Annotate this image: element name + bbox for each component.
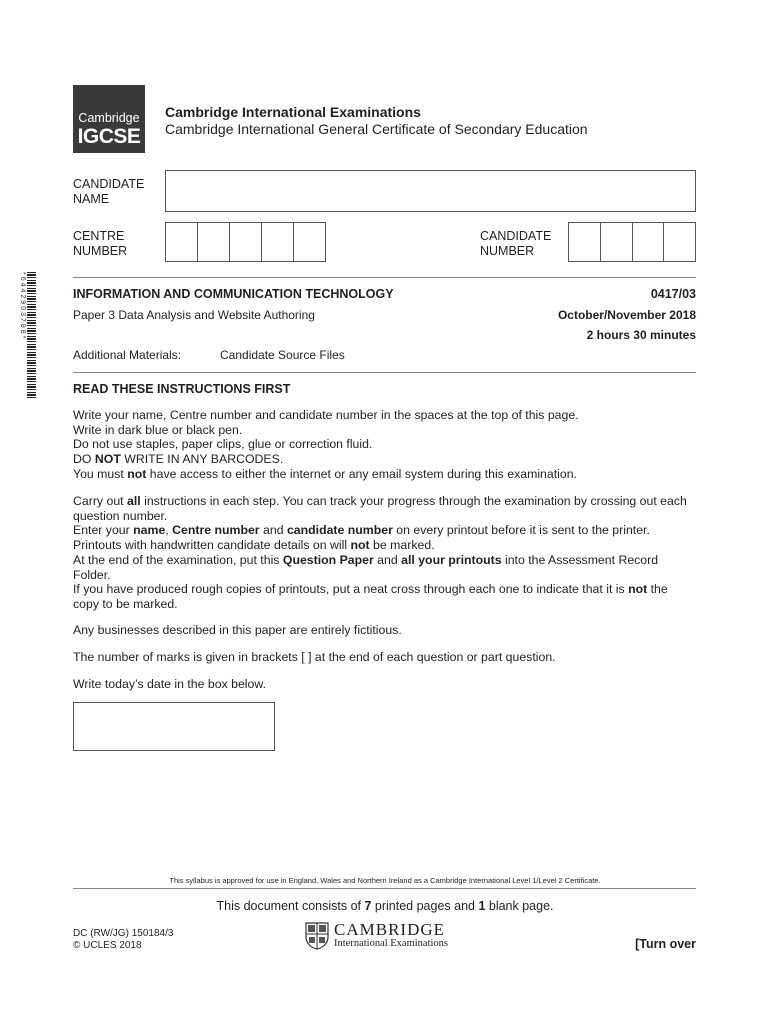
centre-digit-cell[interactable] xyxy=(230,223,262,261)
logo-cambridge-text: Cambridge xyxy=(78,111,140,125)
divider xyxy=(73,372,696,373)
additional-materials-label: Additional Materials: xyxy=(73,348,182,362)
instruction-line: Enter your name, Centre number and candidate number on every printout before it is sent to the printer. xyxy=(73,523,650,538)
instruction-date: Write today’s date in the box below. xyxy=(73,677,266,691)
date-box[interactable] xyxy=(73,702,275,751)
instruction-fictitious: Any businesses described in this paper are entirely fictitious. xyxy=(73,623,402,637)
instruction-line: If you have produced rough copies of printouts, put a neat cross through each one to indicate that it is not the copy to be marked. xyxy=(73,582,668,611)
instruction-line: Write your name, Centre number and candidate number in the spaces at the top of this page. xyxy=(73,408,579,422)
subject-title: INFORMATION AND COMMUNICATION TECHNOLOGY xyxy=(73,287,394,301)
candidate-digit-cell[interactable] xyxy=(601,223,633,261)
syllabus-code: 0417/03 xyxy=(650,287,696,301)
instruction-line: Printouts with handwritten candidate details on will not be marked. xyxy=(73,538,435,553)
instructions-heading: READ THESE INSTRUCTIONS FIRST xyxy=(73,382,291,396)
igcse-logo xyxy=(73,85,145,153)
centre-number-label: CENTRE NUMBER xyxy=(73,229,128,258)
copyright: © UCLES 2018 xyxy=(73,940,142,951)
syllabus-approval-note: This syllabus is approved for use in England, Wales and Northern Ireland as a Cambridge International Level 1/Level 2 Certificate. xyxy=(169,876,601,885)
instruction-line: At the end of the examination, put this Question Paper and all your printouts into the Assessment Record Folder. xyxy=(73,552,659,582)
candidate-name-label: CANDIDATE NAME xyxy=(73,177,145,206)
centre-number-boxes[interactable] xyxy=(165,222,326,262)
centre-digit-cell[interactable] xyxy=(262,223,294,261)
exam-session: October/November 2018 xyxy=(557,308,696,322)
logo-igcse-text: IGCSE xyxy=(77,125,141,148)
instruction-line: Write in dark blue or black pen. xyxy=(73,422,243,437)
page-count-note: This document consists of 7 printed pages and 1 blank page. xyxy=(216,899,554,913)
barcode-number: *6442903788* xyxy=(19,272,26,341)
instruction-line: Carry out all instructions in each step. You can track your progress through the examination by crossing out each question number. xyxy=(73,494,687,523)
divider xyxy=(73,277,696,278)
instruction-line: You must not have access to either the internet or any email system during this examination. xyxy=(73,466,577,481)
additional-materials-value: Candidate Source Files xyxy=(220,348,345,362)
centre-digit-cell[interactable] xyxy=(294,223,325,261)
instruction-line: DO NOT WRITE IN ANY BARCODES. xyxy=(73,452,284,467)
exam-board: Cambridge International Examinations xyxy=(165,104,421,120)
turn-over: [Turn over xyxy=(635,937,696,951)
candidate-name-box[interactable] xyxy=(165,170,696,212)
candidate-digit-cell[interactable] xyxy=(633,223,665,261)
centre-digit-cell[interactable] xyxy=(198,223,230,261)
cambridge-logo xyxy=(305,922,465,952)
candidate-number-label: CANDIDATE NUMBER xyxy=(480,229,552,258)
instructions-group-1 xyxy=(73,408,697,482)
instructions-group-2 xyxy=(73,494,697,612)
footer-divider xyxy=(73,888,696,889)
document-code: DC (RW/JG) 150184/3 xyxy=(73,928,174,939)
instruction-line: Do not use staples, paper clips, glue or correction fluid. xyxy=(73,437,373,452)
candidate-digit-cell[interactable] xyxy=(569,223,601,261)
paper-title: Paper 3 Data Analysis and Website Authoring xyxy=(73,308,315,322)
crest-icon xyxy=(305,922,329,950)
centre-digit-cell[interactable] xyxy=(166,223,198,261)
instruction-marks: The number of marks is given in brackets [ ] at the end of each question or part question. xyxy=(73,650,556,664)
candidate-digit-cell[interactable] xyxy=(664,223,695,261)
exam-duration: 2 hours 30 minutes xyxy=(586,328,696,342)
cambridge-wordmark: CAMBRIDGE xyxy=(334,920,446,939)
candidate-number-boxes[interactable] xyxy=(568,222,696,262)
cambridge-subtitle: International Examinations xyxy=(334,938,449,949)
certificate-title: Cambridge International General Certificate of Secondary Education xyxy=(165,121,588,137)
barcode xyxy=(27,272,36,398)
